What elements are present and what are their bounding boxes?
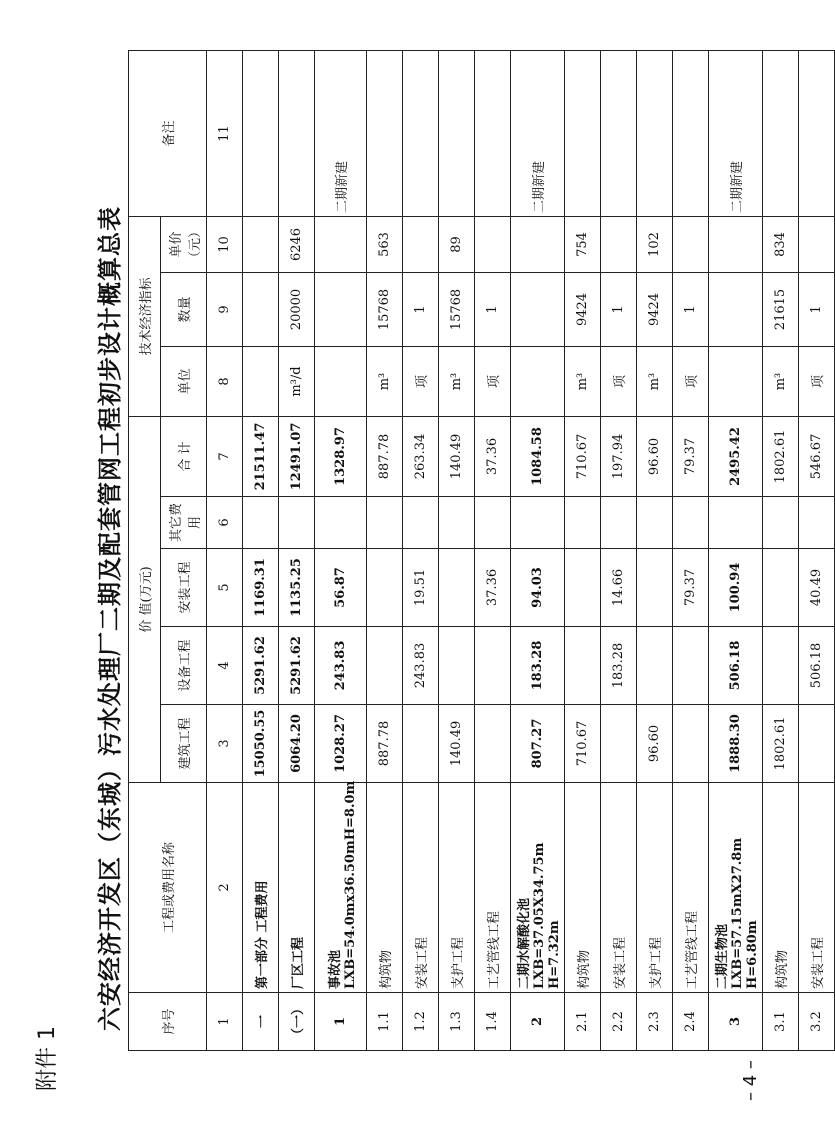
other-cell [763,497,799,549]
unit-price-cell [709,216,763,272]
equipment-cell [763,627,799,705]
note-cell [601,50,637,216]
header-other: 其它费用 [161,497,207,549]
other-cell [511,497,565,549]
note-cell: 二期新建 [709,50,763,216]
unit-cell: 项 [799,347,835,417]
total-cell: 37.36 [475,417,511,497]
unit-price-cell [799,216,835,272]
install-cell: 100.94 [709,549,763,627]
qty-cell [315,273,367,347]
unit-price-cell: 102 [637,216,673,272]
table-row [243,50,279,1050]
qty-cell [709,273,763,347]
note-cell [403,50,439,216]
attachment-label: 附件 1 [35,1026,60,1091]
table-row [709,50,763,1050]
header-seq: 序号 [129,993,207,1051]
table-body [207,50,835,1050]
total-cell: 710.67 [565,417,601,497]
unit-price-cell [601,216,637,272]
total-cell: 79.37 [673,417,709,497]
install-cell [439,549,475,627]
unit-price-cell: 89 [439,216,475,272]
equipment-cell: 183.28 [511,627,565,705]
total-cell: 2495.42 [709,417,763,497]
install-cell: 79.37 [673,549,709,627]
install-cell: 56.87 [315,549,367,627]
civil-cell: 96.60 [637,705,673,783]
table-row [403,50,439,1050]
seq-cell: 3 [709,993,763,1051]
note-cell [565,50,601,216]
header-total: 合 计 [161,417,207,497]
install-cell: 1135.25 [279,549,315,627]
table-row [475,50,511,1050]
name-cell: 二期生物池LXB=57.15mX27.8m H=6.80m [709,783,763,993]
qty-cell: 15768 [439,273,475,347]
note-cell [243,50,279,216]
table-row [763,50,799,1050]
total-cell: 546.67 [799,417,835,497]
qty-cell: 21615 [763,273,799,347]
install-cell: 1169.31 [243,549,279,627]
install-cell [763,549,799,627]
other-cell [673,497,709,549]
note-cell [637,50,673,216]
index-cell: 5 [207,549,243,627]
other-cell [601,497,637,549]
seq-cell: （一） [279,993,315,1051]
table-row [439,50,475,1050]
unit-cell: m³ [637,347,673,417]
other-cell [403,497,439,549]
name-cell: 构筑物 [763,783,799,993]
qty-cell: 15768 [367,273,403,347]
install-cell [367,549,403,627]
other-cell [439,497,475,549]
table-row [637,50,673,1050]
unit-price-cell: 834 [763,216,799,272]
seq-cell: 一 [243,993,279,1051]
other-cell [279,497,315,549]
equipment-cell: 5291.62 [243,627,279,705]
civil-cell: 15050.55 [243,705,279,783]
seq-cell: 1 [315,993,367,1051]
civil-cell: 140.49 [439,705,475,783]
other-cell [637,497,673,549]
civil-cell [673,705,709,783]
note-cell [799,50,835,216]
unit-price-cell [243,216,279,272]
equipment-cell: 243.83 [315,627,367,705]
civil-cell [799,705,835,783]
qty-cell: 1 [475,273,511,347]
unit-cell: m³/d [279,347,315,417]
unit-price-cell [511,216,565,272]
header-note: 备注 [129,50,207,216]
qty-cell [511,273,565,347]
unit-price-cell: 563 [367,216,403,272]
equipment-cell: 183.28 [601,627,637,705]
name-cell: 工艺管线工程 [475,783,511,993]
unit-cell: 项 [403,347,439,417]
index-cell: 1 [207,993,243,1051]
seq-cell: 2.4 [673,993,709,1051]
total-cell: 263.34 [403,417,439,497]
header-equipment: 设备工程 [161,627,207,705]
note-cell [475,50,511,216]
seq-cell: 2 [511,993,565,1051]
index-cell: 6 [207,497,243,549]
seq-cell: 3.2 [799,993,835,1051]
qty-cell: 9424 [637,273,673,347]
total-cell: 197.94 [601,417,637,497]
index-cell: 4 [207,627,243,705]
seq-cell: 1.3 [439,993,475,1051]
civil-cell: 710.67 [565,705,601,783]
table-row [315,50,367,1050]
index-cell: 3 [207,705,243,783]
unit-price-cell: 6246 [279,216,315,272]
unit-cell [709,347,763,417]
civil-cell: 6064.20 [279,705,315,783]
header-unit-price: 单价（元） [161,216,207,272]
qty-cell: 9424 [565,273,601,347]
qty-cell: 1 [601,273,637,347]
equipment-cell [475,627,511,705]
other-cell [367,497,403,549]
unit-price-cell [475,216,511,272]
total-cell: 887.78 [367,417,403,497]
unit-cell: m³ [367,347,403,417]
table-row [799,50,835,1050]
install-cell [565,549,601,627]
total-cell: 21511.47 [243,417,279,497]
total-cell: 140.49 [439,417,475,497]
note-cell: 二期新建 [511,50,565,216]
name-cell: 安装工程 [403,783,439,993]
header-unit: 单位 [161,347,207,417]
other-cell [709,497,763,549]
unit-cell: m³ [565,347,601,417]
index-cell: 8 [207,347,243,417]
index-cell: 11 [207,50,243,216]
name-cell: 支护工程 [439,783,475,993]
note-cell [279,50,315,216]
index-row [207,50,243,1050]
equipment-cell [565,627,601,705]
table-row [673,50,709,1050]
name-cell: 工艺管线工程 [673,783,709,993]
unit-cell: m³ [439,347,475,417]
equipment-cell: 5291.62 [279,627,315,705]
unit-price-cell [673,216,709,272]
civil-cell: 887.78 [367,705,403,783]
total-cell: 1328.97 [315,417,367,497]
index-cell: 7 [207,417,243,497]
other-cell [565,497,601,549]
table-row [601,50,637,1050]
seq-cell: 2.1 [565,993,601,1051]
name-cell: 构筑物 [565,783,601,993]
unit-cell [315,347,367,417]
total-cell: 12491.07 [279,417,315,497]
seq-cell: 2.2 [601,993,637,1051]
other-cell [475,497,511,549]
equipment-cell [439,627,475,705]
qty-cell: 1 [403,273,439,347]
note-cell: 二期新建 [315,50,367,216]
civil-cell [403,705,439,783]
unit-cell: 项 [601,347,637,417]
total-cell: 96.60 [637,417,673,497]
qty-cell [243,273,279,347]
equipment-cell: 506.18 [709,627,763,705]
note-cell [763,50,799,216]
note-cell [439,50,475,216]
note-cell [673,50,709,216]
install-cell: 37.36 [475,549,511,627]
name-cell: 厂区工程 [279,783,315,993]
unit-price-cell: 754 [565,216,601,272]
unit-price-cell [403,216,439,272]
unit-cell: 项 [475,347,511,417]
equipment-cell [673,627,709,705]
qty-cell: 1 [799,273,835,347]
name-cell: 支护工程 [637,783,673,993]
header-value-group: 价 值(万元) [129,417,161,783]
install-cell: 40.49 [799,549,835,627]
other-cell [799,497,835,549]
table-row [565,50,601,1050]
page-number: – 4 – [740,1060,761,1101]
budget-table [128,50,835,1051]
civil-cell: 1802.61 [763,705,799,783]
other-cell [243,497,279,549]
table-row [511,50,565,1050]
name-cell: 安装工程 [601,783,637,993]
name-cell: 第一部分 工程费用 [243,783,279,993]
civil-cell [475,705,511,783]
equipment-cell: 243.83 [403,627,439,705]
name-cell: 安装工程 [799,783,835,993]
header-tech-group: 技术经济指标 [129,216,161,416]
install-cell: 94.03 [511,549,565,627]
index-cell: 10 [207,216,243,272]
qty-cell: 1 [673,273,709,347]
install-cell: 19.51 [403,549,439,627]
unit-price-cell [315,216,367,272]
unit-cell [511,347,565,417]
civil-cell [601,705,637,783]
equipment-cell: 506.18 [799,627,835,705]
equipment-cell [637,627,673,705]
seq-cell: 1.1 [367,993,403,1051]
name-cell: 二期水解酸化池 LXB=37.05X34.75m H=7.32m [511,783,565,993]
seq-cell: 2.3 [637,993,673,1051]
seq-cell: 1.4 [475,993,511,1051]
total-cell: 1084.58 [511,417,565,497]
unit-cell: m³ [763,347,799,417]
seq-cell: 1.2 [403,993,439,1051]
other-cell [315,497,367,549]
seq-cell: 3.1 [763,993,799,1051]
note-cell [367,50,403,216]
table-row [279,50,315,1050]
header-civil: 建筑工程 [161,705,207,783]
name-cell: 构筑物 [367,783,403,993]
civil-cell: 807.27 [511,705,565,783]
name-cell: 事故池 LXB=54.0mx36.50mH=8.0m [315,783,367,993]
header-name: 工程或费用名称 [129,783,207,993]
unit-cell [243,347,279,417]
qty-cell: 20000 [279,273,315,347]
table-row [367,50,403,1050]
header-qty: 数量 [161,273,207,347]
civil-cell: 1028.27 [315,705,367,783]
header-install: 安装工程 [161,549,207,627]
civil-cell: 1888.30 [709,705,763,783]
unit-cell: 项 [673,347,709,417]
index-cell: 2 [207,783,243,993]
total-cell: 1802.61 [763,417,799,497]
page-title: 六安经济开发区（东城）污水处理厂二期及配套管网工程初步设计概算总表 [95,206,124,1031]
index-cell: 9 [207,273,243,347]
install-cell: 14.66 [601,549,637,627]
install-cell [637,549,673,627]
equipment-cell [367,627,403,705]
